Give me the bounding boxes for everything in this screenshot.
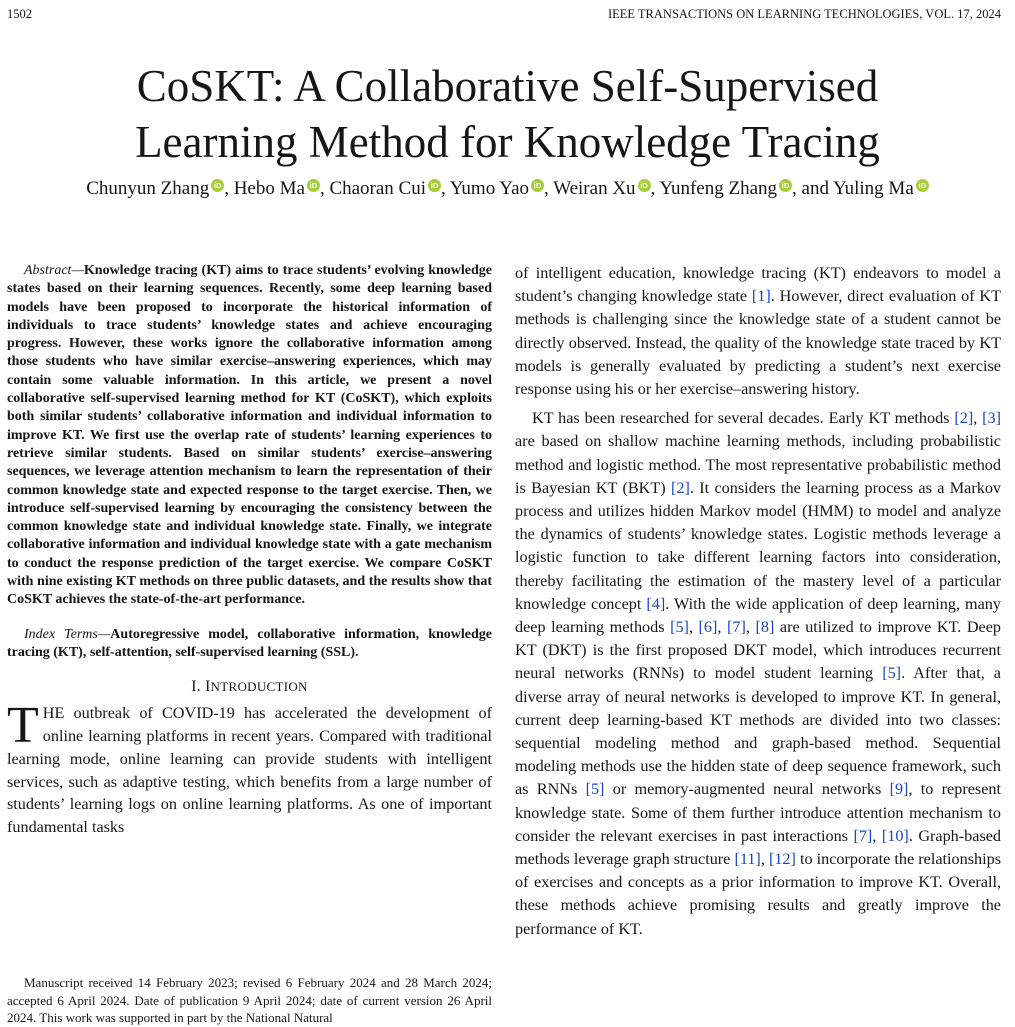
paper-title <box>0 58 1015 170</box>
manuscript-footnote: Manuscript received 14 February 2023; revised 6 February 2024 and 28 March 2024; accepted 6 April 2024. Date of publication 9 April 2024; date of current version 26 April 2024. This work was supported in part by the National Natural <box>7 975 492 1025</box>
intro-text: outbreak of COVID-19 has accelerated the development of online learning platforms in recent years. Compared with traditional learning mode, online learning can provide students with intelligent services, such as adaptive testing, which benefits from a large number of students’ learning logs on online learning platforms. As one of important fundamental tasks <box>7 704 492 837</box>
drop-cap: T <box>7 697 39 755</box>
body-text: to incorporate the relationships of exercises and concepts as a prior information to improve KT. Overall, these methods achieve promising results and greatly improve the performance of KT. <box>515 850 1002 938</box>
author-separator: , <box>544 178 554 199</box>
body-text: . With the wide application of deep learning, many deep learning methods <box>515 594 1001 637</box>
abstract <box>7 262 492 610</box>
body-paragraph-2 <box>515 407 1001 941</box>
body-text: . However, direct evaluation of KT methods is challenging since the knowledge state of a student cannot be directly observed. Instead, the quality of the knowledge state traced by KT models is generally evaluated by predicting a student’s next exercise response using his or her exercise–answering history. <box>515 287 1001 399</box>
citation-link[interactable]: [1] <box>751 287 771 306</box>
citation-link[interactable]: [8] <box>755 618 775 637</box>
body-text: KT has been researched for several decades. Early KT methods <box>532 409 955 428</box>
author-name: Yuling Ma <box>833 178 914 199</box>
orcid-icon[interactable]: iD <box>428 179 441 192</box>
right-column <box>515 262 1001 941</box>
orcid-icon[interactable]: iD <box>211 179 224 192</box>
author-name: Yumo Yao <box>449 178 530 199</box>
abstract-label: Abstract— <box>24 263 84 278</box>
body-text: or memory-augmented neural networks <box>604 780 890 799</box>
index-terms-label: Index Terms— <box>24 626 111 642</box>
section-title-rest: NTRODUCTION <box>210 679 308 695</box>
body-text: are utilized to improve KT. Deep KT (DKT) is the first proposed DKT model, which introduces recurrent neural networks (RNNs) to model student learning <box>515 618 1002 683</box>
running-header <box>7 7 1001 25</box>
citation-link[interactable]: [12] <box>768 850 796 869</box>
body-text: , <box>688 618 699 637</box>
orcid-icon[interactable]: iD <box>307 179 320 192</box>
author-name: Hebo Ma <box>233 178 305 199</box>
author-separator: , <box>650 178 660 199</box>
citation-link[interactable]: [2] <box>670 478 690 497</box>
author-separator: , and <box>792 178 833 199</box>
journal-name: IEEE TRANSACTIONS ON LEARNING TECHNOLOGIES, VOL. 17, 2024 <box>607 7 1001 21</box>
author-separator: , <box>224 178 234 199</box>
body-text: , <box>872 826 882 845</box>
orcid-icon[interactable]: iD <box>916 179 929 192</box>
body-paragraph-1 <box>515 262 1001 401</box>
citation-link[interactable]: [4] <box>646 594 666 613</box>
citation-link[interactable]: [3] <box>982 409 1001 428</box>
index-terms <box>7 626 492 663</box>
author-name: Chunyun Zhang <box>86 178 210 199</box>
body-text: . After that, a diverse array of neural networks is developed to improve KT. In general, current deep learning-based KT methods are divided into two classes: sequential modeling method and graph-based method. Sequential modeling methods use the hidden state of deep sequence framework, such as RNNs <box>515 664 1001 799</box>
citation-link[interactable]: [5] <box>585 780 605 799</box>
citation-link[interactable]: [7] <box>727 618 746 637</box>
section-title-initial: I <box>205 678 211 696</box>
author-separator: , <box>319 178 330 199</box>
author-name: Yunfeng Zhang <box>659 178 778 199</box>
orcid-icon[interactable]: iD <box>779 179 792 192</box>
paper-title-line-2: Learning Method for Knowledge Tracing <box>135 117 880 167</box>
body-text: of intelligent education, knowledge tracing (KT) endeavors to model a student’s changing knowledge state <box>515 264 1001 306</box>
body-text: , <box>717 618 728 637</box>
section-heading-introduction <box>7 678 492 696</box>
citation-link[interactable]: [5] <box>882 664 902 683</box>
body-text: , <box>973 409 983 428</box>
body-text: . Graph-based methods leverage graph structure <box>515 826 1002 869</box>
intro-paragraph <box>7 697 492 839</box>
orcid-icon[interactable]: iD <box>638 179 651 192</box>
abstract-text: Knowledge tracing (KT) aims to trace students’ evolving knowledge states based on their learning sequences. Recently, some deep learning based models have been proposed to incorporate the historical information of individuals to trace students’ knowledge states and achieve encouraging progress. However, these works ignore the collaborative information among those students who have similar exercise–answering experiences, which may contain some valuable information. In this article, we present a novel collaborative self-supervised learning method for KT (CoSKT), which exploits both similar students’ collaborative information and individual information to improve KT. We first use the overlap rate of students’ learning experiences to retrieve similar students. Based on similar students’ exercise–answering sequences, we leverage attention mechanism to learn the representation of their common knowledge state and expected response to the target exercise. Then, we introduce self-supervised learning by encouraging the consistency between the common knowledge state and individual knowledge state. Finally, we integrate collaborative information and individual knowledge state with a gate mechanism to conduct the response prediction of the target exercise. We compare CoSKT with nine existing KT methods on three public datasets, and the results show that CoSKT achieves the state-of-the-art performance. <box>7 263 492 608</box>
author-separator: , <box>441 178 450 199</box>
citation-link[interactable]: [5] <box>670 618 689 637</box>
body-text: , to represent knowledge state. Some of them further introduce attention mechanism to consider the relevant exercises in past interactions <box>515 780 1001 845</box>
page-number: 1502 <box>7 7 32 21</box>
index-terms-text: Autoregressive model, collaborative information, knowledge tracing (KT), self-attention, self-supervised learning (SSL). <box>7 626 492 660</box>
body-text: , <box>745 618 756 637</box>
body-text: , <box>760 850 769 869</box>
intro-lead: HE <box>42 704 65 723</box>
citation-link[interactable]: [11] <box>734 850 761 869</box>
citation-link[interactable]: [10] <box>881 826 909 845</box>
body-text: are based on shallow machine learning methods, including probabilistic method and logistic method. The most representative probabilistic method is Bayesian KT (BKT) <box>515 432 1001 497</box>
author-list <box>0 177 1015 201</box>
citation-link[interactable]: [9] <box>889 780 909 799</box>
citation-link[interactable]: [7] <box>853 826 873 845</box>
author-name: Chaoran Cui <box>329 178 427 199</box>
orcid-icon[interactable]: iD <box>531 179 544 192</box>
left-column <box>7 262 492 839</box>
citation-link[interactable]: [6] <box>698 618 718 637</box>
body-text: . It considers the learning process as a Markov process and utilizes hidden Markov model (HMM) to model and analyze the dynamics of students’ knowledge states. Logistic methods leverage a logistic function to take different learning factors into consideration, thereby facilitating the estimation of the mastery level of a particular knowledge concept <box>515 478 1002 613</box>
section-number: I. <box>191 678 201 696</box>
paper-title-line-1: CoSKT: A Collaborative Self-Supervised <box>136 61 879 111</box>
author-name: Weiran Xu <box>553 178 636 199</box>
citation-link[interactable]: [2] <box>954 409 974 428</box>
